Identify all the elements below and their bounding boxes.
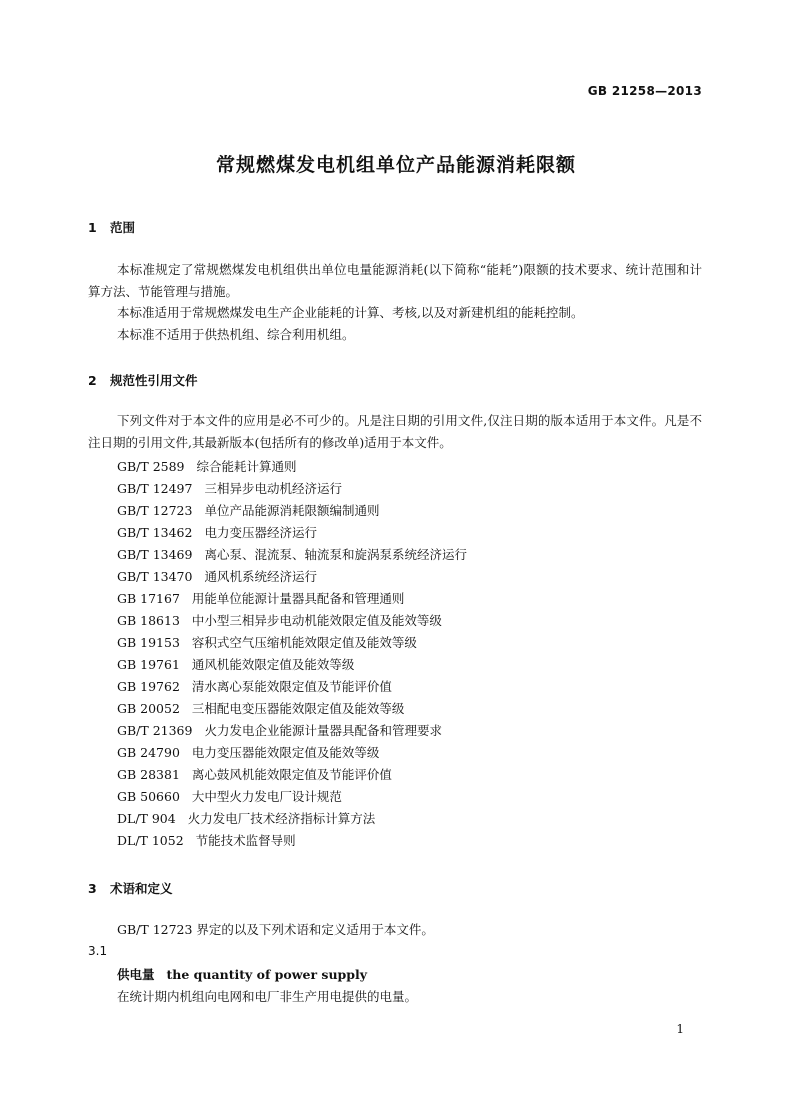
- reference-code: GB/T 13469: [117, 547, 193, 562]
- section-2-intro: 下列文件对于本文件的应用是必不可少的。凡是注日期的引用文件,仅注日期的版本适用于本文件。凡是不注日期的引用文件,其最新版本(包括所有的修改单)适用于本文件。: [88, 413, 702, 450]
- section-number: 3: [88, 881, 97, 896]
- reference-title: 火力发电企业能源计量器具配备和管理要求: [204, 723, 442, 738]
- reference-code: GB/T 13462: [117, 525, 193, 540]
- standard-code: GB 21258—2013: [587, 84, 702, 98]
- reference-item: [117, 632, 467, 654]
- reference-code: DL/T 904: [117, 811, 176, 826]
- reference-item: [117, 566, 467, 588]
- reference-code: GB/T 13470: [117, 569, 193, 584]
- reference-item: [117, 676, 467, 698]
- term-english: the quantity of power supply: [166, 967, 368, 982]
- section-3-heading: [88, 879, 173, 897]
- reference-code: GB 28381: [117, 767, 180, 782]
- reference-code: GB 20052: [117, 701, 180, 716]
- reference-title: 火力发电厂技术经济指标计算方法: [187, 811, 376, 826]
- reference-item: [117, 654, 467, 676]
- reference-code: GB 18613: [117, 613, 180, 628]
- section-1-paragraph-1: 本标准规定了常规燃煤发电机组供出单位电量能源消耗(以下简称“能耗”)限额的技术要求、统计范围和计算方法、节能管理与措施。: [88, 262, 702, 299]
- term-entry: [117, 965, 367, 983]
- reference-title: 通风机系统经济运行: [204, 569, 317, 584]
- term-chinese: 供电量: [117, 967, 155, 982]
- reference-title: 通风机能效限定值及能效等级: [191, 657, 355, 672]
- reference-code: GB 19761: [117, 657, 180, 672]
- reference-item: [117, 742, 467, 764]
- reference-list: [117, 456, 467, 852]
- document-title: 常规燃煤发电机组单位产品能源消耗限额: [215, 154, 576, 176]
- reference-item: [117, 478, 467, 500]
- section-1-paragraph-3: 本标准不适用于供热机组、综合利用机组。: [117, 327, 355, 342]
- reference-title: 节能技术监督导则: [195, 833, 296, 848]
- reference-code: GB 19153: [117, 635, 180, 650]
- reference-title: 三相异步电动机经济运行: [204, 481, 342, 496]
- section-2-heading: [88, 371, 198, 389]
- term-definition: 在统计期内机组向电网和电厂非生产用电提供的电量。: [117, 989, 418, 1004]
- reference-item: [117, 786, 467, 808]
- reference-title: 离心鼓风机能效限定值及节能评价值: [191, 767, 392, 782]
- section-3-intro: GB/T 12723 界定的以及下列术语和定义适用于本文件。: [117, 922, 434, 937]
- reference-title: 单位产品能源消耗限额编制通则: [204, 503, 380, 518]
- clause-number: 3.1: [88, 944, 108, 958]
- section-title: 术语和定义: [110, 881, 173, 896]
- reference-code: GB/T 2589: [117, 459, 185, 474]
- section-title: 规范性引用文件: [110, 373, 198, 388]
- reference-code: GB 17167: [117, 591, 180, 606]
- reference-title: 大中型火力发电厂设计规范: [191, 789, 342, 804]
- section-1-paragraph-2: 本标准适用于常规燃煤发电生产企业能耗的计算、考核,以及对新建机组的能耗控制。: [117, 305, 584, 320]
- section-1-heading: [88, 218, 135, 236]
- reference-title: 电力变压器经济运行: [204, 525, 317, 540]
- reference-item: [117, 544, 467, 566]
- reference-title: 容积式空气压缩机能效限定值及能效等级: [191, 635, 417, 650]
- reference-title: 电力变压器能效限定值及能效等级: [191, 745, 380, 760]
- reference-code: GB/T 12723: [117, 503, 193, 518]
- reference-code: GB 50660: [117, 789, 180, 804]
- reference-item: [117, 588, 467, 610]
- section-title: 范围: [110, 220, 136, 235]
- reference-item: [117, 764, 467, 786]
- section-number: 1: [88, 220, 97, 235]
- reference-item: [117, 610, 467, 632]
- reference-item: [117, 830, 467, 852]
- reference-item: [117, 808, 467, 830]
- reference-item: [117, 500, 467, 522]
- reference-code: GB/T 12497: [117, 481, 193, 496]
- reference-item: [117, 522, 467, 544]
- reference-title: 离心泵、混流泵、轴流泵和旋涡泵系统经济运行: [204, 547, 467, 562]
- reference-title: 中小型三相异步电动机能效限定值及能效等级: [191, 613, 442, 628]
- reference-title: 用能单位能源计量器具配备和管理通则: [191, 591, 405, 606]
- reference-code: DL/T 1052: [117, 833, 184, 848]
- reference-item: [117, 720, 467, 742]
- reference-title: 综合能耗计算通则: [196, 459, 297, 474]
- reference-code: GB/T 21369: [117, 723, 193, 738]
- section-number: 2: [88, 373, 97, 388]
- reference-title: 三相配电变压器能效限定值及能效等级: [191, 701, 405, 716]
- reference-title: 清水离心泵能效限定值及节能评价值: [191, 679, 392, 694]
- reference-code: GB 19762: [117, 679, 180, 694]
- page-number: 1: [676, 1022, 684, 1036]
- reference-item: [117, 698, 467, 720]
- reference-item: [117, 456, 467, 478]
- reference-code: GB 24790: [117, 745, 180, 760]
